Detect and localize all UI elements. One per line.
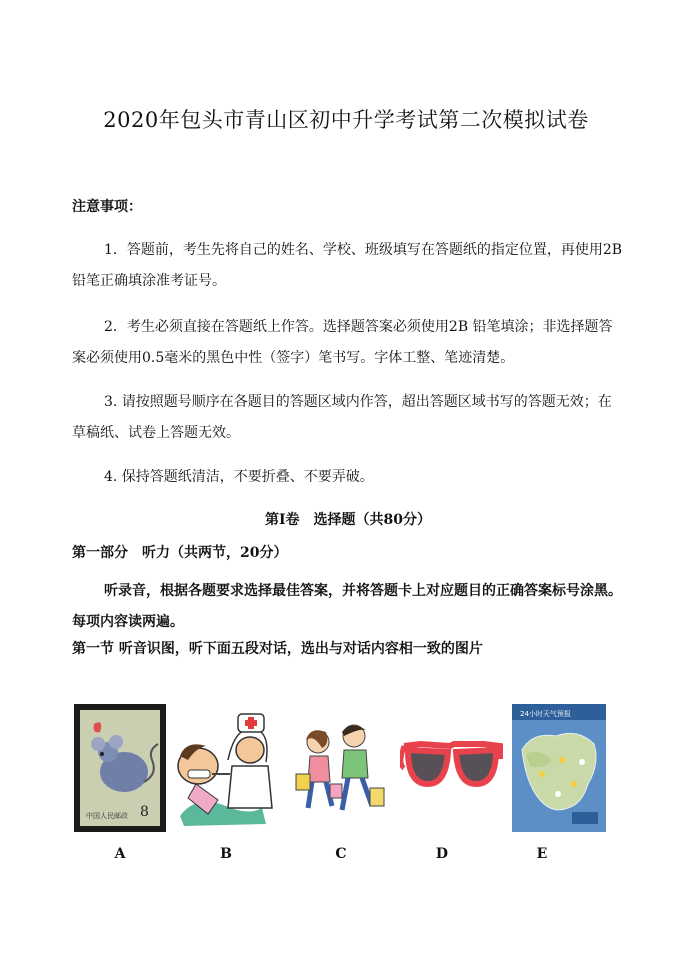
option-label-d: D — [435, 846, 449, 862]
option-label-b: B — [220, 846, 232, 862]
page-title: 2020年包头市青山区初中升学考试第二次模拟试卷 — [103, 108, 589, 132]
volume-title: 第Ⅰ卷 选择题（共80分） — [264, 512, 432, 528]
section-title: 第一节 听音识图，听下面五段对话，选出与对话内容相一致的图片 — [72, 641, 483, 657]
option-label-e: E — [536, 846, 548, 862]
dentist-icon — [166, 704, 280, 832]
stamp-value: 8 — [140, 804, 149, 820]
option-label-c: C — [335, 846, 347, 862]
notice-item-2: 2．考生必须直接在答题纸上作答。选择题答案必须使用2B 铅笔填涂；非选择题答案必须使用0.5毫米的黑色中性（签字）笔书写。字体工整、笔迹清楚。 — [72, 319, 613, 366]
option-label-a: A — [114, 846, 126, 862]
part-title: 第一部分 听力（共两节，20分） — [72, 545, 288, 561]
weather-map-icon — [512, 704, 606, 832]
stamp-text: 中国人民邮政 — [86, 812, 128, 820]
notice-item-1: 1．答题前，考生先将自己的姓名、学校、班级填写在答题纸的指定位置，再使用2B铅笔正确填涂准考证号。 — [72, 242, 623, 289]
notice-item-4: 4. 保持答题纸清洁，不要折叠、不要弄破。 — [104, 469, 374, 485]
mouse-stamp-icon — [74, 704, 166, 832]
shopping-couple-icon — [286, 704, 392, 832]
notice-heading: 注意事项： — [72, 199, 142, 215]
sunglasses-icon — [400, 704, 504, 832]
picture-options — [72, 704, 624, 834]
instructions: 听录音，根据各题要求选择最佳答案，并将答题卡上对应题目的正确答案标号涂黑。每项内容读两遍。 — [72, 583, 622, 630]
notice-item-3: 3. 请按照题号顺序在各题目的答题区域内作答，超出答题区域书写的答题无效；在草稿纸、试卷上答题无效。 — [72, 394, 612, 441]
map-title: 24小时天气预报 — [520, 710, 571, 718]
